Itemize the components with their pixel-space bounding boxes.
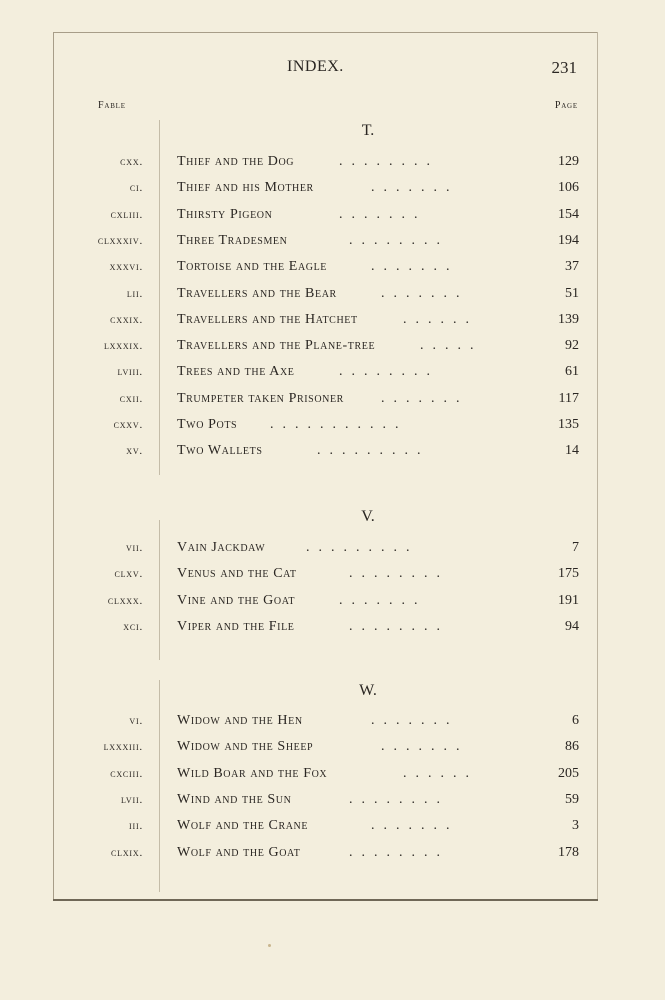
dot-leader: ....... (371, 180, 459, 195)
dot-leader: ....... (371, 259, 459, 274)
dot-leader: ........... (270, 417, 408, 432)
fable-title: Widow and the Sheep (177, 739, 314, 754)
page-column-heading: Page (554, 100, 578, 111)
fable-number: ci. (129, 182, 143, 194)
fable-page-number: 37 (565, 259, 579, 274)
fable-page-number: 194 (558, 233, 579, 248)
dot-leader: ........ (349, 566, 449, 581)
fable-number: cxii. (119, 393, 143, 405)
fable-title: Wolf and the Crane (177, 818, 309, 833)
fable-page-number: 7 (572, 540, 579, 555)
fable-title: Trees and the Axe (177, 364, 295, 379)
fable-page-number: 86 (565, 739, 579, 754)
index-entry (0, 445, 665, 465)
index-entry (0, 235, 665, 255)
fable-title: Viper and the File (177, 619, 295, 634)
fable-page-number: 135 (558, 417, 579, 432)
index-entry (0, 568, 665, 588)
fable-page-number: 191 (558, 593, 579, 608)
fable-page-number: 154 (558, 207, 579, 222)
frame-top-rule (53, 32, 598, 33)
fable-page-number: 205 (558, 766, 579, 781)
index-entry (0, 314, 665, 334)
fable-page-number: 92 (565, 338, 579, 353)
fable-number: iii. (129, 820, 143, 832)
index-entry (0, 288, 665, 308)
fable-page-number: 139 (558, 312, 579, 327)
fable-page-number: 117 (558, 391, 579, 406)
dot-leader: ....... (381, 286, 469, 301)
fable-title: Trumpeter taken Prisoner (177, 391, 344, 406)
fable-title: Venus and the Cat (177, 566, 297, 581)
dot-leader: ....... (381, 391, 469, 406)
dot-leader: ......... (306, 540, 419, 555)
fable-number: vi. (129, 715, 143, 727)
page-number: 231 (551, 58, 577, 77)
fable-column-heading: Fable (98, 100, 126, 111)
paper-speck (268, 944, 271, 947)
fable-page-number: 3 (572, 818, 579, 833)
fable-page-number: 61 (565, 364, 579, 379)
fable-number: cxxv. (113, 419, 143, 431)
dot-leader: ..... (420, 338, 483, 353)
fable-title: Thief and the Dog (177, 154, 295, 169)
dot-leader: ....... (339, 207, 427, 222)
fable-title: Two Pots (177, 417, 238, 432)
fable-number: xv. (126, 445, 143, 457)
index-entry (0, 182, 665, 202)
fable-title: Thirsty Pigeon (177, 207, 273, 222)
section-letter: V. (361, 508, 375, 525)
dot-leader: ....... (381, 739, 469, 754)
fable-number: xxxvi. (109, 261, 143, 273)
fable-number: lvii. (120, 794, 143, 806)
fable-title: Wind and the Sun (177, 792, 292, 807)
fable-page-number: 94 (565, 619, 579, 634)
fable-page-number: 51 (565, 286, 579, 301)
fable-number: lii. (126, 288, 143, 300)
dot-leader: ........ (349, 233, 449, 248)
fable-page-number: 129 (558, 154, 579, 169)
fable-number: clxxxiv. (97, 235, 143, 247)
fable-number: lviii. (117, 366, 143, 378)
fable-page-number: 178 (558, 845, 579, 860)
fable-number: cxliii. (110, 209, 143, 221)
index-entry (0, 595, 665, 615)
fable-title: Thief and his Mother (177, 180, 314, 195)
fable-number: clxv. (114, 568, 143, 580)
dot-leader: ........ (339, 154, 439, 169)
dot-leader: ...... (403, 766, 478, 781)
dot-leader: ........ (339, 364, 439, 379)
fable-page-number: 175 (558, 566, 579, 581)
fable-title: Widow and the Hen (177, 713, 303, 728)
index-entry (0, 261, 665, 281)
fable-page-number: 59 (565, 792, 579, 807)
fable-number: cxciii. (110, 768, 143, 780)
dot-leader: ....... (371, 818, 459, 833)
dot-leader: ......... (317, 443, 430, 458)
index-entry (0, 715, 665, 735)
fable-page-number: 14 (565, 443, 579, 458)
fable-title: Vine and the Goat (177, 593, 296, 608)
fable-page-number: 6 (572, 713, 579, 728)
index-entry (0, 393, 665, 413)
index-entry (0, 542, 665, 562)
index-entry (0, 156, 665, 176)
fable-title: Wild Boar and the Fox (177, 766, 328, 781)
dot-leader: ........ (349, 792, 449, 807)
fable-title: Three Tradesmen (177, 233, 288, 248)
index-entry (0, 340, 665, 360)
index-entry (0, 419, 665, 439)
index-entry (0, 366, 665, 386)
fable-number: lxxxiii. (103, 741, 143, 753)
fable-number: vii. (125, 542, 143, 554)
fable-page-number: 106 (558, 180, 579, 195)
dot-leader: ....... (339, 593, 427, 608)
fable-number: cxxix. (110, 314, 143, 326)
fable-title: Tortoise and the Eagle (177, 259, 328, 274)
fable-number: clxix. (111, 847, 143, 859)
index-entry (0, 768, 665, 788)
fable-number: xci. (123, 621, 143, 633)
index-entry (0, 820, 665, 840)
index-entry (0, 847, 665, 867)
fable-title: Travellers and the Bear (177, 286, 337, 301)
dot-leader: ...... (403, 312, 478, 327)
frame-bottom-rule (53, 899, 598, 901)
fable-number: clxxx. (107, 595, 143, 607)
fable-number: lxxxix. (103, 340, 143, 352)
fable-title: Vain Jackdaw (177, 540, 266, 555)
section-letter: T. (361, 122, 375, 139)
index-entry (0, 621, 665, 641)
section-letter: W. (359, 682, 377, 699)
dot-leader: ........ (349, 619, 449, 634)
fable-title: Travellers and the Plane-tree (177, 338, 376, 353)
index-entry (0, 209, 665, 229)
page-title: INDEX. (287, 58, 344, 75)
dot-leader: ........ (349, 845, 449, 860)
dot-leader: ....... (371, 713, 459, 728)
fable-title: Travellers and the Hatchet (177, 312, 358, 327)
index-entry (0, 794, 665, 814)
index-entry (0, 741, 665, 761)
fable-title: Two Wallets (177, 443, 263, 458)
fable-number: cxx. (120, 156, 143, 168)
fable-title: Wolf and the Goat (177, 845, 301, 860)
